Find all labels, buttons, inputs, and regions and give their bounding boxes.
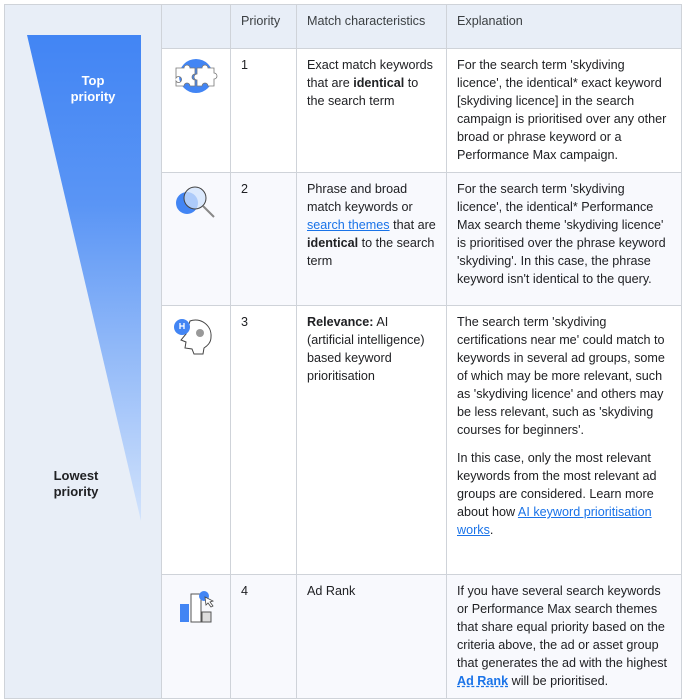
priority-gradient-triangle: [5, 5, 162, 684]
priority-value: 2: [231, 173, 297, 306]
priority-gradient-column: [5, 5, 162, 699]
ai-keyword-prioritisation-link[interactable]: AI keyword prioritisation works: [457, 505, 652, 537]
priority-value: 3: [231, 306, 297, 575]
explanation: The search term 'skydiving certifications near me' could match to keywords in several ad groups, some of which may be more relevant, such as 'skydiving licence' and others may be less relevant, such as 'skydiving courses for beginners'. In this case, only the most relevant keywords from the most relevant ad groups are considered. Learn more about how AI keyword prioritisation works.: [447, 306, 682, 575]
header-match: Match characteristics: [297, 5, 447, 49]
ad-rank-chart-icon: [172, 584, 220, 624]
top-priority-label: Top priority: [70, 73, 116, 104]
search-themes-link[interactable]: search themes: [307, 218, 390, 232]
lowest-priority-label: Lowest priority: [53, 468, 99, 499]
match-characteristics: Relevance: AI (artificial intelligence) based keyword prioritisation: [297, 306, 447, 575]
puzzle-icon: [172, 58, 220, 94]
ai-head-icon: [172, 315, 220, 355]
keyword-priority-table: [4, 4, 682, 699]
header-icon: [162, 5, 231, 49]
explanation: For the search term 'skydiving licence', the identical* exact keyword [skydiving licence] in the search campaign is prioritised over any other broad or phrase keyword or a Performance Max campaign.: [447, 49, 682, 173]
match-characteristics: Exact match keywords that are identical to the search term: [297, 49, 447, 173]
priority-value: 1: [231, 49, 297, 173]
match-characteristics: Phrase and broad match keywords or search themes that are identical to the search term: [297, 173, 447, 306]
header-explanation: Explanation: [447, 5, 682, 49]
explanation: For the search term 'skydiving licence', the identical* Performance Max search theme 'skydiving licence' is prioritised over the phrase keyword 'skydiving'. In this case, the phrase keyword isn't identical to the query.: [447, 173, 682, 306]
ad-rank-link[interactable]: Ad Rank: [457, 674, 509, 688]
header-priority: Priority: [231, 5, 297, 49]
priority-value: 4: [231, 575, 297, 699]
magnifier-icon: [172, 182, 220, 222]
match-characteristics: Ad Rank: [297, 575, 447, 699]
explanation: If you have several search keywords or Performance Max search themes that share equal priority based on the criteria above, the ad or asset group that generates the ad with the highest Ad Rank will be prioritised.: [447, 575, 682, 699]
